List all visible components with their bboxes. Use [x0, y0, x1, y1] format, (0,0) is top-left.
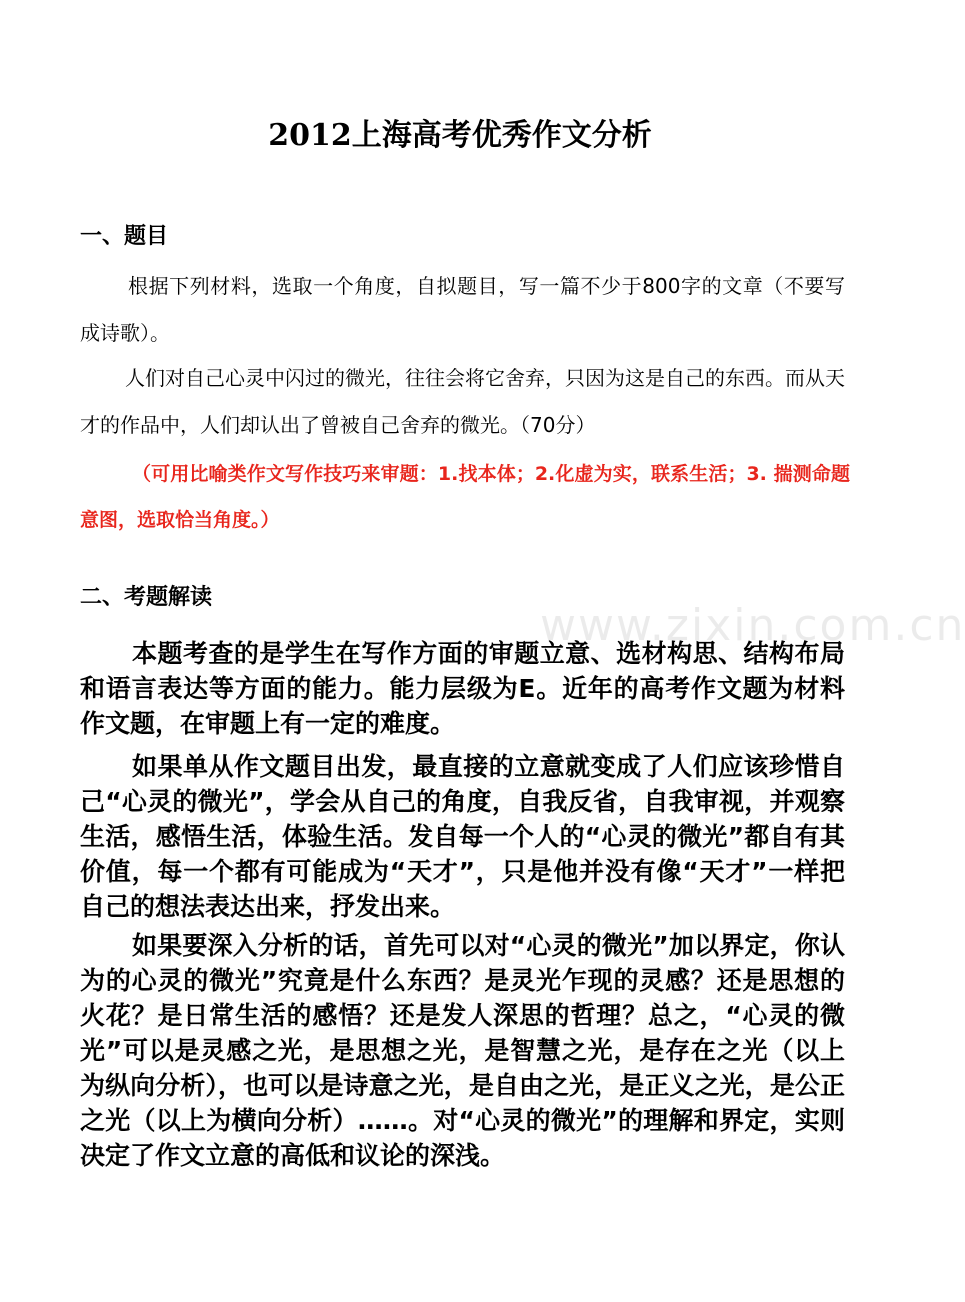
- analysis-paragraph-3: 如果要深入分析的话，首先可以对“心灵的微光”加以界定，你认为的心灵的微光”究竟是什么东西？是灵光乍现的灵感？还是思想的火花？是日常生活的感悟？还是发人深思的哲理？总之，“心灵的微光”可以是灵感之光，是思想之光，是智慧之光，是存在之光（以上为纵向分析），也可以是诗意之光，是自由之光，是正义之光，是公正之光（以上为横向分析）……。对“心灵的微光”的理解和界定，实则决定了作文立意的高低和议论的深浅。: [80, 931, 845, 1170]
- topic-prompt-paragraph: 根据下列材料，选取一个角度，自拟题目，写一篇不少于800字的文章（不要写成诗歌）。: [80, 274, 845, 345]
- watermark: www.zixin.com.cn: [540, 600, 965, 651]
- document-title: 2012上海高考优秀作文分析: [268, 118, 652, 153]
- writing-hint-paragraph: （可用比喻类作文写作技巧来审题：1.找本体；2.化虚为实，联系生活；3. 揣测命题意图，选取恰当角度。）: [80, 463, 850, 531]
- analysis-paragraph-1: 本题考查的是学生在写作方面的审题立意、选材构思、结构布局和语言表达等方面的能力。能力层级为E。近年的高考作文题为材料作文题，在审题上有一定的难度。: [80, 639, 845, 738]
- section-heading-topic: 一、题目: [80, 224, 169, 249]
- section-heading-analysis: 二、考题解读: [80, 585, 213, 610]
- analysis-paragraph-2: 如果单从作文题目出发，最直接的立意就变成了人们应该珍惜自己“心灵的微光”，学会从自己的角度，自我反省，自我审视，并观察生活，感悟生活，体验生活。发自每一个人的“心灵的微光”都自有其价值，每一个都有可能成为“天才”，只是他并没有像“天才”一样把自己的想法表达出来，抒发出来。: [80, 752, 845, 921]
- topic-material-paragraph: 人们对自己心灵中闪过的微光，往往会将它舍弃，只因为这是自己的东西。而从天才的作品中，人们却认出了曾被自己舍弃的微光。（70分）: [80, 366, 845, 437]
